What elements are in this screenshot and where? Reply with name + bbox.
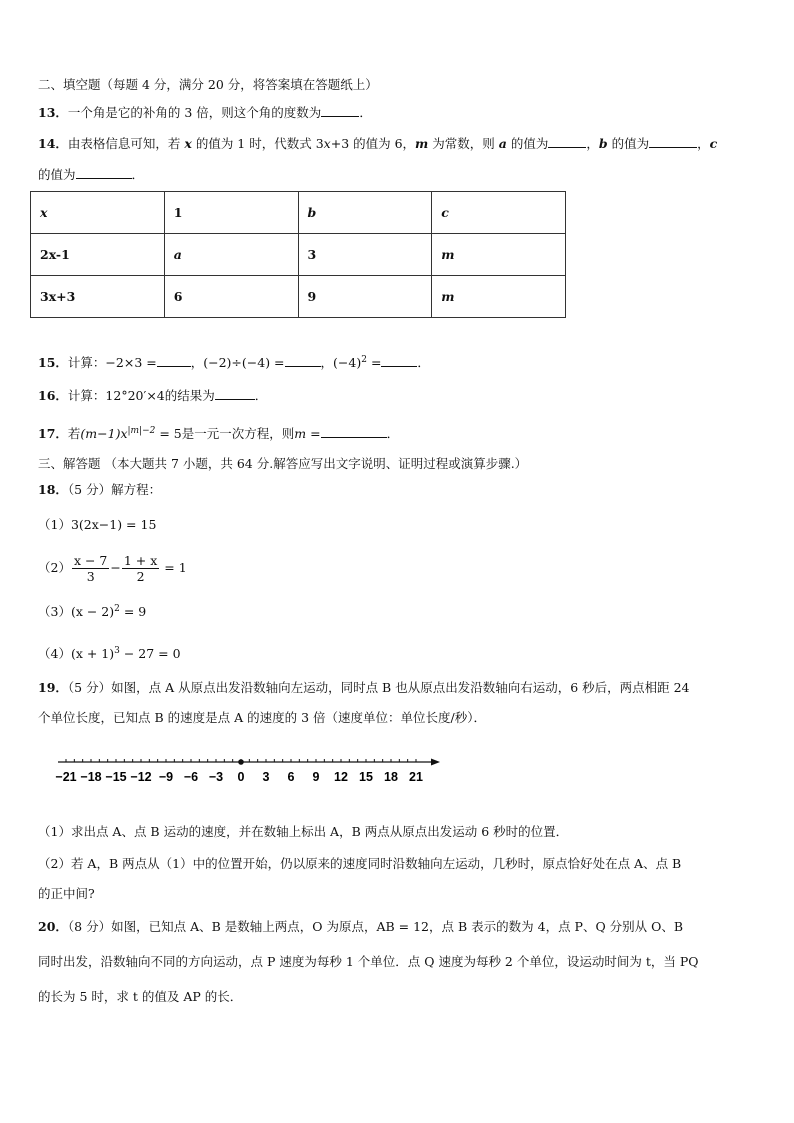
table-cell: b [298, 192, 432, 234]
question-19: 19．（5 分）如图，点 A 从原点出发沿数轴向左运动，同时点 B 也从原点出发沿数轴向右运动，6 秒后，两点相距 24 [38, 680, 690, 695]
number-line [55, 752, 448, 792]
table-cell: a [164, 234, 298, 276]
table-cell: 6 [164, 276, 298, 318]
table-cell: 2x-1 [31, 234, 165, 276]
number-line-label: 12 [334, 770, 348, 784]
number-line-label: −18 [80, 770, 102, 784]
table-cell: 3x+3 [31, 276, 165, 318]
number-line-label: 6 [287, 770, 295, 784]
section-2-heading: 二、填空题（每题 4 分，满分 20 分，将答案填在答题纸上） [38, 77, 378, 92]
question-19-part-1: （1）求出点 A、点 B 运动的速度，并在数轴上标出 A，B 两点从原点出发运动 6 秒时的位置． [38, 824, 569, 839]
answer-blank-b[interactable] [649, 135, 697, 148]
question-18-part-3: $(3)(x - 2)^2 = 9$ [38, 604, 147, 620]
question-18-part-1: （1）3(2x−1) = 15 [38, 517, 157, 532]
answer-blank-c[interactable] [76, 166, 132, 179]
answer-blank[interactable] [157, 354, 191, 367]
question-20-cont-1: 同时出发，沿数轴向不同的方向运动，点 P 速度为每秒 1 个单位．点 Q 速度为每秒 2 个单位，设运动时间为 t，当 PQ [38, 954, 699, 969]
table-cell: m [432, 234, 566, 276]
section-3-heading: 三、解答题 （本大题共 7 小题，共 64 分.解答应写出文字说明、证明过程或演算步骤.） [38, 456, 528, 471]
answer-blank[interactable] [215, 387, 255, 400]
table-row [31, 234, 566, 276]
question-17: 17．若$(m-1)x^{|m|-2} = 5$是一元一次方程，则m = ． [38, 426, 400, 442]
number-line-label: −9 [158, 770, 174, 784]
question-16: 16．计算：12°20′×4的结果为 ． [38, 388, 268, 403]
question-14: 14．由表格信息可知，若 x 的值为 1 时，代数式 3x+3 的值为 6，m 为常数，则 a 的值为 ，b 的值为 ，c [38, 136, 718, 151]
answer-blank[interactable] [321, 425, 387, 438]
table-cell: 9 [298, 276, 432, 318]
info-table [30, 191, 566, 318]
number-line-label: −3 [208, 770, 224, 784]
number-line-label: −15 [105, 770, 127, 784]
fraction: $\frac{1 + x}{2}$ [123, 553, 158, 584]
question-number: 13． [38, 105, 68, 120]
question-number: 17． [38, 426, 68, 442]
question-18: 18．（5 分）解方程： [38, 482, 162, 497]
question-number: 19． [38, 680, 68, 695]
number-line-label: 21 [409, 770, 423, 784]
number-line-label: −21 [55, 770, 77, 784]
table-cell: 1 [164, 192, 298, 234]
question-15: 15．计算：−2×3 = ，(−2)÷(−4) = ，$(-4)^2$ = ． [38, 355, 430, 371]
question-number: 14． [38, 136, 68, 151]
number-line-label: 0 [237, 770, 245, 784]
table-cell: x [31, 192, 165, 234]
question-number: 16． [38, 388, 68, 403]
number-line-label: −12 [130, 770, 152, 784]
table-cell: c [432, 192, 566, 234]
answer-blank-a[interactable] [548, 135, 586, 148]
question-14-cont: 的值为 ． [38, 167, 145, 182]
question-19-cont: 个单位长度，已知点 B 的速度是点 A 的速度的 3 倍（速度单位：单位长度/秒）． [38, 710, 486, 725]
question-number: 20． [38, 919, 68, 934]
number-line-arrow [431, 759, 440, 766]
origin-point [238, 759, 244, 765]
number-line-label: 9 [312, 770, 320, 784]
question-13: 13．一个角是它的补角的 3 倍，则这个角的度数为 ． [38, 105, 372, 120]
table-cell: m [432, 276, 566, 318]
number-line-label: 15 [359, 770, 373, 784]
question-20: 20．（8 分）如图，已知点 A、B 是数轴上两点，O 为原点，AB = 12，点 B 表示的数为 4，点 P、Q 分别从 O、B [38, 919, 684, 934]
table-cell: 3 [298, 234, 432, 276]
number-line-label: 3 [262, 770, 270, 784]
question-number: 15． [38, 355, 68, 371]
question-18-part-2: （2） $\frac{x - 7}{3}$ − $\frac{1 + x}{2}$ = 1 [38, 553, 187, 584]
question-18-part-4: $(4)(x + 1)^3 - 27 = 0$ [38, 646, 181, 662]
answer-blank[interactable] [381, 354, 417, 367]
number-line-label: 18 [384, 770, 398, 784]
question-20-cont-2: 的长为 5 时，求 t 的值及 AP 的长． [38, 989, 243, 1004]
fraction: $\frac{x - 7}{3}$ [73, 553, 108, 584]
question-19-part-2: （2）若 A，B 两点从（1）中的位置开始，仍以原来的速度同时沿数轴向左运动，几秒时，原点恰好处在点 A、点 B [38, 856, 682, 871]
number-line-label: −6 [183, 770, 199, 784]
question-19-part-2-cont: 的正中间? [38, 886, 95, 901]
answer-blank[interactable] [285, 354, 321, 367]
answer-blank[interactable] [321, 104, 359, 117]
table-row [31, 276, 566, 318]
question-number: 18． [38, 482, 68, 497]
table-row [31, 192, 566, 234]
